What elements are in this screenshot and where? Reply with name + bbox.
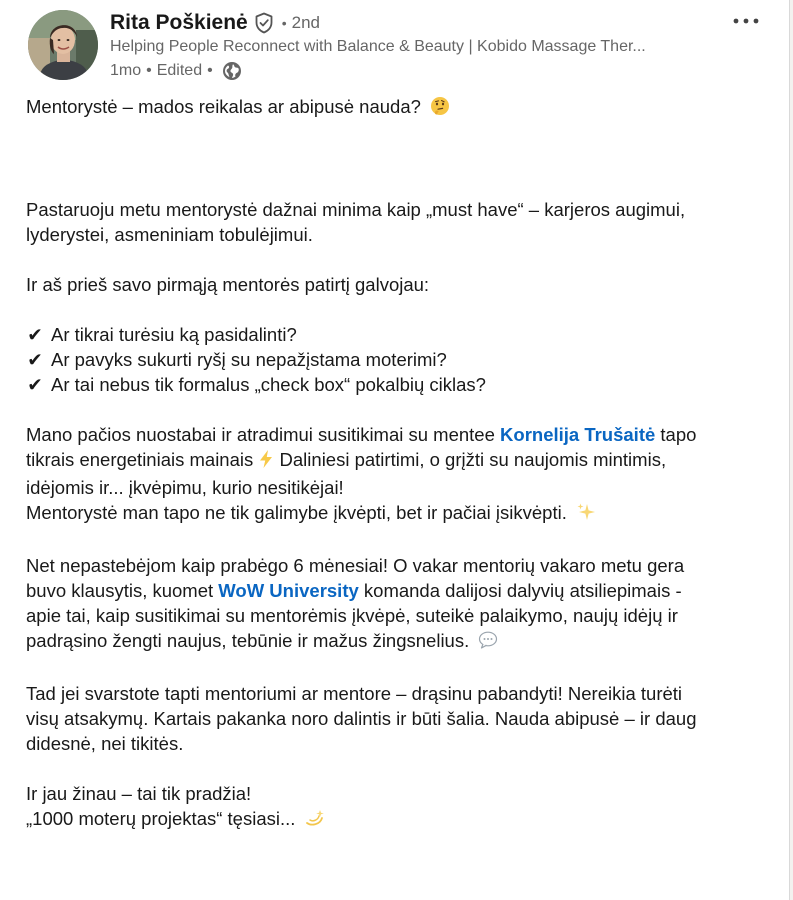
spacer	[26, 756, 774, 781]
post-meta	[110, 61, 242, 81]
checklist-item	[26, 322, 774, 347]
edited-label: Edited	[156, 62, 203, 79]
spacer	[26, 247, 774, 272]
spacer	[26, 122, 774, 172]
checklist-item	[26, 347, 774, 372]
post-title	[26, 94, 774, 122]
paragraph-text: komanda dalijosi dalyvių atsiliepimais -	[358, 580, 682, 601]
paragraph-line	[26, 500, 774, 528]
verified-shield-icon	[254, 12, 274, 34]
paragraph-line: didesnė, nei tikitės.	[26, 733, 184, 754]
mention-link[interactable]: Kornelija Trušaitė	[500, 424, 656, 445]
intro-line: Pastaruoju metu mentorystė dažnai minima kaip „must have“ – karjeros augimui,	[26, 199, 686, 220]
check-mark-icon: ✔	[27, 374, 43, 395]
checklist-text: Ar tai nebus tik formalus „check box“ pokalbių ciklas?	[51, 374, 486, 395]
paragraph-line	[26, 578, 774, 603]
check-mark-icon: ✔	[27, 349, 43, 370]
more-options-icon	[733, 18, 759, 24]
post-body	[26, 94, 774, 834]
paragraph-text: padrąsino žengti naujus, tebūnie ir mažus žingsnelius.	[26, 630, 470, 651]
checklist-text: Ar tikrai turėsiu ką pasidalinti?	[51, 324, 297, 345]
separator-dot: •	[281, 15, 287, 31]
mention-link[interactable]: WoW University	[218, 580, 359, 601]
avatar-photo	[28, 10, 98, 80]
post-title-text: Mentorystė – mados reikalas ar abipusė nauda?	[26, 96, 421, 117]
question-intro: Ir aš prieš savo pirmąją mentorės patirtį galvojau:	[26, 274, 430, 295]
paragraph-text: Daliniesi patirtimi, o grįžti su naujomis mintimis,	[274, 449, 667, 470]
paragraph-line	[26, 447, 774, 475]
paragraph-line: idėjomis ir... įkvėpimu, kurio nesitikėjai!	[26, 477, 344, 498]
speech-bubble-icon	[478, 630, 498, 656]
paragraph-text: „1000 moterų projektas“ tęsiasi...	[26, 808, 296, 829]
dizzy-star-icon	[305, 808, 325, 834]
spacer	[26, 297, 774, 322]
author-headline: Helping People Reconnect with Balance & Beauty | Kobido Massage Ther...	[110, 38, 646, 55]
sparkles-icon	[576, 502, 596, 528]
paragraph-line	[26, 806, 774, 834]
paragraph-line: apie tai, kaip susitikimai su mentorėmis įkvėpė, suteikė palaikymo, naujų idėjų ir	[26, 605, 678, 626]
separator-dot: •	[207, 62, 213, 79]
checklist-text: Ar pavyks sukurti ryšį su nepažįstama moterimi?	[51, 349, 447, 370]
spacer	[26, 656, 774, 681]
more-options-button[interactable]	[728, 8, 764, 34]
author-name-row	[110, 11, 320, 35]
author-name[interactable]: Rita Poškienė	[110, 11, 248, 34]
intro-line: lyderystei, asmeniniam tobulėjimui.	[26, 224, 313, 245]
separator-dot: •	[146, 62, 152, 79]
paragraph-line: Net nepastebėjom kaip prabėgo 6 mėnesiai! O vakar mentorių vakaro metu gera	[26, 555, 685, 576]
spacer	[26, 528, 774, 553]
paragraph-text: buvo klausytis, kuomet	[26, 580, 219, 601]
spacer	[26, 397, 774, 422]
checklist-item	[26, 372, 774, 397]
globe-icon	[222, 61, 242, 81]
paragraph-line	[26, 422, 774, 447]
lightning-icon	[258, 449, 274, 475]
paragraph-text: tapo	[655, 424, 697, 445]
paragraph-line: Ir jau žinau – tai tik pradžia!	[26, 783, 252, 804]
paragraph-line	[26, 628, 774, 656]
thinking-face-icon	[430, 96, 450, 122]
paragraph-text: Mano pačios nuostabai ir atradimui susitikimai su mentee	[26, 424, 501, 445]
paragraph-text: tikrais energetiniais mainais	[26, 449, 254, 470]
connection-degree: 2nd	[291, 13, 321, 32]
post-time[interactable]: 1mo	[110, 62, 142, 79]
paragraph-line: visų atsakymų. Kartais pakanka noro dalintis ir būti šalia. Nauda abipusė – ir daug	[26, 708, 697, 729]
author-avatar[interactable]	[28, 10, 98, 80]
paragraph-text: Mentorystė man tapo ne tik galimybe įkvėpti, bet ir pačiai įsikvėpti.	[26, 502, 567, 523]
paragraph-line: Tad jei svarstote tapti mentoriumi ar mentore – drąsinu pabandyti! Nereikia turėti	[26, 683, 683, 704]
check-mark-icon: ✔	[27, 324, 43, 345]
spacer	[26, 172, 774, 197]
